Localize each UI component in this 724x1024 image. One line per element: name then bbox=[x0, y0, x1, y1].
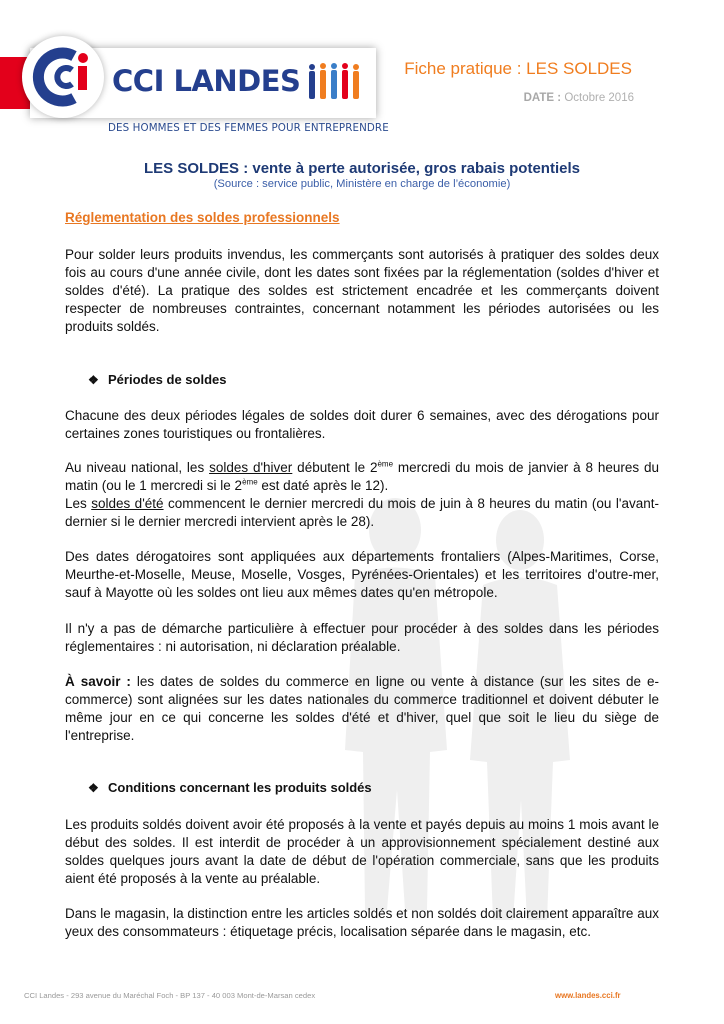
bullet-periodes-label: Périodes de soldes bbox=[108, 372, 227, 387]
logo-text: CCI LANDES bbox=[112, 64, 301, 98]
ete-text-2: commencent le dernier mercredi du mois de juin à 8 heures du matin (ou l'avant-dernier si le dernier mercredi intervient après le 28). bbox=[65, 496, 659, 529]
bullet-conditions-label: Conditions concernant les produits soldés bbox=[108, 780, 372, 795]
a-savoir-label: À savoir : bbox=[65, 674, 131, 689]
document-title: LES SOLDES : vente à perte autorisée, gros rabais potentiels bbox=[144, 160, 580, 177]
ete-paragraph bbox=[65, 495, 659, 531]
footer-address: CCI Landes - 293 avenue du Maréchal Foch - BP 137 - 40 003 Mont-de-Marsan cedex bbox=[24, 991, 316, 1000]
soldes-ete-term: soldes d'été bbox=[91, 496, 164, 511]
hiver-paragraph bbox=[65, 459, 659, 495]
a-savoir-paragraph bbox=[65, 673, 659, 745]
date-value: Octobre 2016 bbox=[564, 92, 634, 104]
magasin-paragraph: Dans le magasin, la distinction entre les articles soldés et non soldés doit clairement apparaître aux yeux des consommateurs : étiquetage précis, localisation séparée dans le magasin, etc. bbox=[65, 906, 659, 939]
soldes-hiver-term: soldes d'hiver bbox=[209, 460, 293, 475]
fiche-title: Fiche pratique : LES SOLDES bbox=[404, 59, 632, 78]
bullet-periodes bbox=[88, 372, 227, 387]
intro-paragraph: Pour solder leurs produits invendus, les commerçants sont autorisés à pratiquer des soldes deux fois au cours d'une année civile, dont les dates sont fixées par la réglementation (soldes d'hiver et soldes d'été). La pratique des soldes est strictement encadrée et les commerçants doivent respecter de nombreuses contraintes, concernant notamment les périodes autorisées ou les produits soldés. bbox=[65, 247, 659, 334]
document-date bbox=[524, 92, 634, 104]
a-savoir-text: les dates de soldes du commerce en ligne ou vente à distance (sur les sites de e-commerce) sont alignées sur les dates nationales du commerce traditionnel et doivent débuter le même jour en ce qui concerne les soldes d'été et d'hiver, quel que soit le lieu du siège de l'entreprise. bbox=[65, 674, 659, 743]
document-source: (Source : service public, Ministère en charge de l’économie) bbox=[213, 178, 511, 190]
section-title: Réglementation des soldes professionnels bbox=[65, 210, 340, 225]
demarche-paragraph: Il n'y a pas de démarche particulière à effectuer pour procéder à des soldes dans les périodes réglementaires : ni autorisation, ni déclaration préalable. bbox=[65, 621, 659, 654]
footer-website-link[interactable]: www.landes.cci.fr bbox=[555, 991, 621, 1000]
people-logo-icon bbox=[306, 62, 362, 102]
hiver-text-2: débutent le 2 bbox=[292, 460, 378, 475]
hiver-sup-2: ème bbox=[242, 477, 258, 487]
cci-logo-icon bbox=[22, 36, 104, 118]
ete-text-1: Les bbox=[65, 496, 92, 511]
date-label: DATE : bbox=[523, 92, 562, 104]
hiver-text-1: Au niveau national, les bbox=[65, 460, 210, 475]
produits-paragraph: Les produits soldés doivent avoir été proposés à la vente et payés depuis au moins 1 mois avant le début des soldes. Il est interdit de procéder à un approvisionnement spécialement destiné aux soldes quelques jours avant la date de début de l'opération commerciale, sans que les produits aient été proposés à la vente au préalable. bbox=[65, 817, 659, 886]
hiver-text-3: mercredi du mois de janvier à 8 heures du matin (ou le 1 mercredi si le 2 bbox=[65, 460, 659, 493]
bullet-conditions bbox=[88, 780, 372, 795]
tagline: DES HOMMES ET DES FEMMES POUR ENTREPRENDRE bbox=[108, 122, 389, 134]
diamond-bullet-icon: ❖ bbox=[88, 373, 99, 387]
duree-paragraph: Chacune des deux périodes légales de soldes doit durer 6 semaines, avec des dérogations pour certaines zones touristiques ou frontalières. bbox=[65, 408, 659, 441]
diamond-bullet-icon: ❖ bbox=[88, 781, 99, 795]
hiver-sup-1: ème bbox=[377, 459, 394, 469]
derogation-paragraph: Des dates dérogatoires sont appliquées aux départements frontaliers (Alpes-Maritimes, Corse, Meurthe-et-Moselle, Meuse, Moselle, Vosges, Pyrénées-Orientales) et les territoires d'outre-mer, sauf à Mayotte où les soldes ont lieu aux mêmes dates qu'en métropole. bbox=[65, 549, 659, 600]
hiver-text-4: est daté après le 12). bbox=[257, 478, 389, 493]
